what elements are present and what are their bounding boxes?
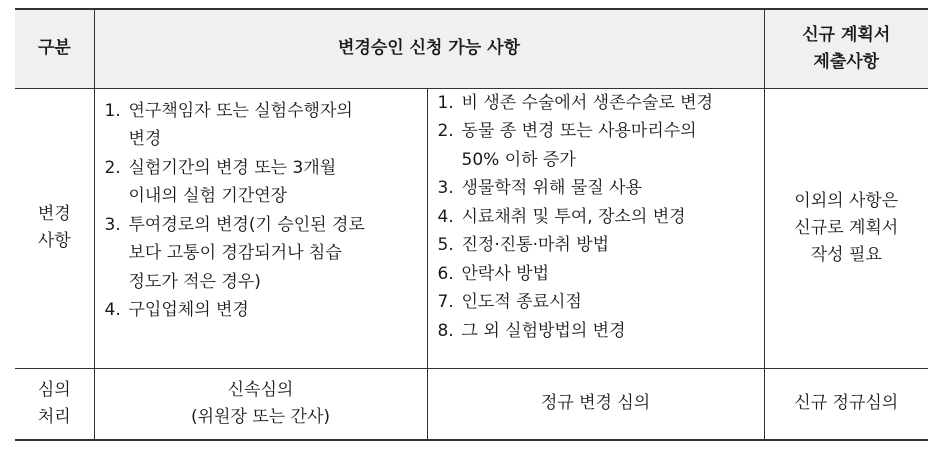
list-item-line: 정도가 적은 경우) — [128, 271, 261, 292]
list-item-line: 동물 종 변경 또는 사용마리수의 — [461, 121, 697, 141]
list-item-text — [462, 89, 758, 118]
list-item-number: 5. — [437, 235, 454, 255]
list-item-text — [129, 211, 413, 297]
header-new-plan: 신규 계획서 제출사항 — [764, 9, 928, 88]
list-item-text — [462, 317, 758, 346]
new-plan-required-cell: 이외의 사항은 신규로 계획서 작성 필요 — [764, 88, 928, 368]
list-item — [438, 203, 758, 232]
expedited-review-cell: 신속심의 (위원장 또는 간사) — [94, 368, 427, 440]
list-item-number: 6. — [437, 263, 454, 284]
list-item-number: 1. — [104, 100, 121, 121]
list-item-line: 실험기간의 변경 또는 3개월 — [128, 157, 337, 178]
list-item — [438, 288, 758, 317]
list-item-line: 그 외 실험방법의 변경 — [461, 320, 626, 341]
list-item-line: 보다 고통이 경감되거나 침습 — [128, 243, 342, 263]
list-item-number: 8. — [437, 320, 454, 341]
list-item-number: 7. — [437, 292, 454, 312]
list-item-text — [462, 288, 758, 317]
list-item-text — [129, 97, 413, 154]
list-item — [105, 154, 413, 211]
list-item-number: 4. — [104, 300, 121, 320]
list-item — [438, 89, 758, 118]
list-item-line: 연구책임자 또는 실험수행자의 — [128, 100, 353, 121]
list-item-line: 구입업체의 변경 — [128, 300, 249, 320]
list-item-line: 투여경로의 변경(기 승인된 경로 — [128, 214, 365, 235]
table-row-changes — [15, 88, 928, 368]
row-label-review: 심의 처리 — [15, 368, 94, 440]
expedited-change-list-cell — [94, 88, 427, 368]
list-item — [105, 97, 413, 154]
regular-change-list-cell — [427, 88, 764, 368]
list-item-number: 3. — [104, 214, 121, 235]
list-item-line: 이내의 실험 기간연장 — [128, 186, 288, 206]
table-header-row — [15, 9, 928, 88]
table-row-review — [15, 368, 928, 440]
list-item — [105, 211, 413, 297]
header-possible-changes: 변경승인 신청 가능 사항 — [94, 9, 764, 88]
new-regular-review-cell: 신규 정규심의 — [764, 368, 928, 440]
list-item-line: 생물학적 위해 물질 사용 — [461, 178, 642, 198]
list-item-line: 변경 — [128, 129, 162, 149]
change-approval-table — [15, 8, 928, 441]
list-item-text — [129, 296, 413, 325]
list-item-text — [462, 174, 758, 203]
list-item-text — [462, 117, 758, 174]
list-item-line: 50% 이하 증가 — [461, 149, 576, 170]
regular-change-list — [438, 89, 758, 346]
list-item-number: 1. — [437, 92, 454, 113]
list-item — [438, 260, 758, 289]
list-item-number: 2. — [437, 121, 454, 141]
list-item — [438, 117, 758, 174]
list-item-line: 진정·진통·마취 방법 — [461, 235, 610, 255]
list-item — [438, 231, 758, 260]
list-item-text — [462, 231, 758, 260]
list-item-text — [129, 154, 413, 211]
list-item — [438, 174, 758, 203]
header-category: 구분 — [15, 9, 94, 88]
list-item-number: 2. — [104, 157, 121, 178]
list-item-line: 안락사 방법 — [461, 263, 550, 284]
list-item — [105, 296, 413, 325]
list-item-number: 3. — [437, 178, 454, 198]
regular-review-cell: 정규 변경 심의 — [427, 368, 764, 440]
list-item-text — [462, 203, 758, 232]
list-item-line: 시료채취 및 투여, 장소의 변경 — [461, 206, 686, 227]
list-item-line: 비 생존 수술에서 생존수술로 변경 — [461, 92, 714, 113]
list-item — [438, 317, 758, 346]
list-item-number: 4. — [437, 206, 454, 227]
list-item-text — [462, 260, 758, 289]
list-item-line: 인도적 종료시점 — [461, 292, 582, 312]
row-label-changes: 변경 사항 — [15, 88, 94, 368]
expedited-change-list — [105, 97, 413, 325]
